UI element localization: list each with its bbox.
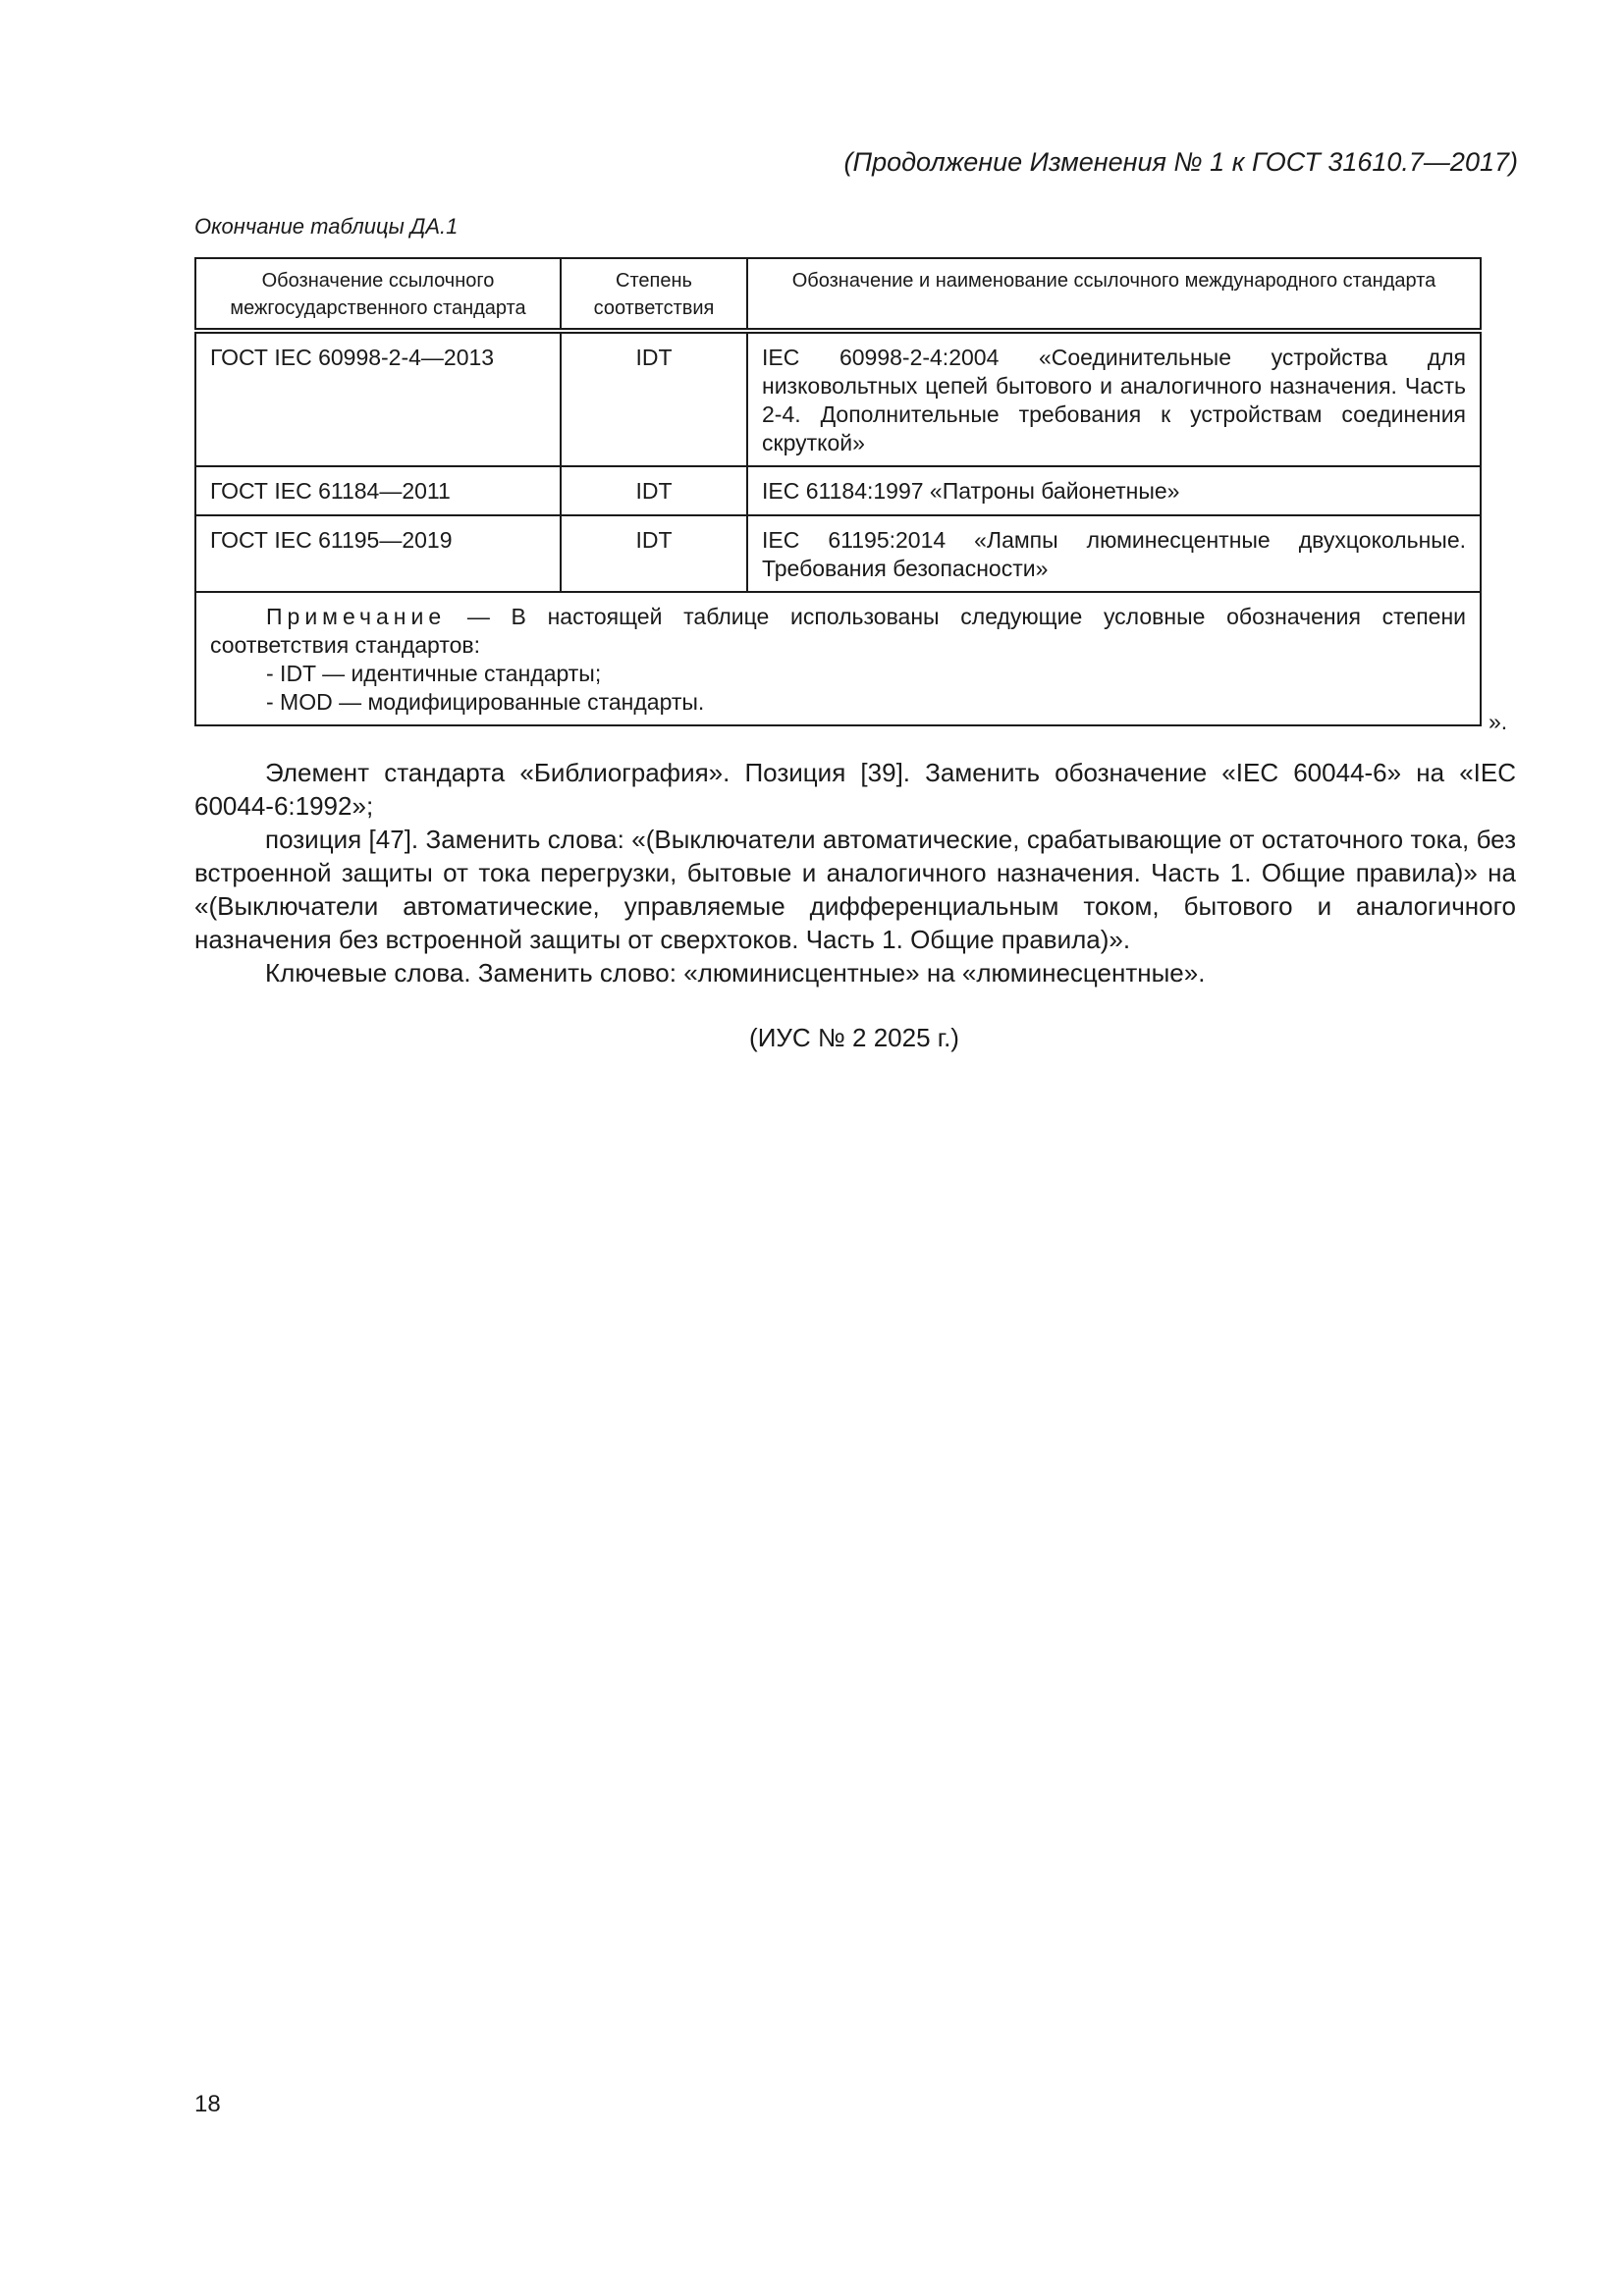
row-degree: IDT: [561, 466, 747, 515]
note-text: — В настоящей таблице использованы следующие условные обозначения степени соответствия стандартов:: [210, 604, 1466, 658]
paragraph: позиция [47]. Заменить слова: «(Выключатели автоматические, срабатывающие от остаточного тока, без встроенной защиты от тока перегрузки, бытовые и аналогичного назначения. Часть 1. Общие правила)» на «(Выключатели автоматические, управляемые дифференциальным током, бытового и аналогичного назначения без встроенной защиты от сверхтоков. Часть 1. Общие правила)».: [194, 825, 1516, 954]
note-label: Примечание: [266, 604, 447, 629]
row-degree: IDT: [561, 331, 747, 466]
header-degree: Степень соответствия: [561, 258, 747, 331]
row-designation: ГОСТ IEC 60998-2-4—2013: [195, 331, 561, 466]
page-number: 18: [194, 2091, 221, 2117]
page-header: (Продолжение Изменения № 1 к ГОСТ 31610.7—2017): [843, 147, 1518, 177]
paragraph: Элемент стандарта «Библиография». Позиция [39]. Заменить обозначение «IEC 60044-6» на «IEC 60044-6:1992»;: [194, 758, 1516, 821]
row-designation: ГОСТ IEC 61195—2019: [195, 515, 561, 592]
row-international: IEC 61184:1997 «Патроны байонетные»: [747, 466, 1481, 515]
table-row: [195, 331, 1481, 466]
row-international: IEC 61195:2014 «Лампы люминесцентные двухцокольные. Требования безопасности»: [747, 515, 1481, 592]
table-row: [195, 466, 1481, 515]
table-header-row: [195, 258, 1481, 331]
note-item: - IDT — идентичные стандарты;: [266, 661, 602, 686]
row-designation: ГОСТ IEC 61184—2011: [195, 466, 561, 515]
table-note-row: [195, 592, 1481, 725]
table-closing-quote: ».: [1489, 709, 1508, 734]
ius-reference: (ИУС № 2 2025 г.): [749, 1023, 959, 1052]
table-caption: Окончание таблицы ДА.1: [194, 214, 459, 239]
amendment-text: [194, 756, 1516, 989]
paragraph: Ключевые слова. Заменить слово: «люминисцентные» на «люминесцентные».: [265, 958, 1206, 988]
row-degree: IDT: [561, 515, 747, 592]
reference-table: [194, 257, 1482, 726]
note-item: - MOD — модифицированные стандарты.: [266, 689, 705, 715]
table-note: [195, 592, 1481, 725]
row-international: IEC 60998-2-4:2004 «Соединительные устройства для низковольтных цепей бытового и аналогичного назначения. Часть 2-4. Дополнительные требования к устройствам соединения скруткой»: [747, 331, 1481, 466]
header-international: Обозначение и наименование ссылочного международного стандарта: [747, 258, 1481, 331]
table-row: [195, 515, 1481, 592]
header-designation: Обозначение ссылочного межгосударственного стандарта: [195, 258, 561, 331]
